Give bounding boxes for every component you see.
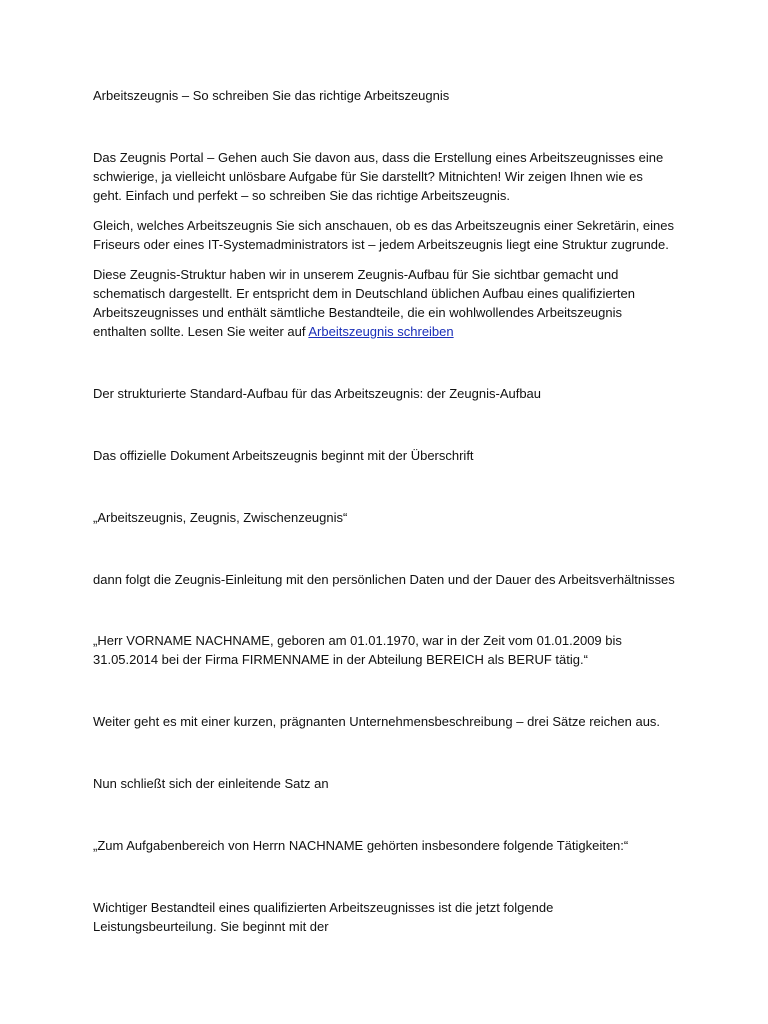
paragraph-last-line-2: Leistungsbeurteilung. Sie beginnt mit der <box>93 919 329 934</box>
quote-person-line-2: 31.05.2014 bei der Firma FIRMENNAME in der Abteilung BEREICH als BERUF tätig.“ <box>93 652 588 667</box>
paragraph-3-line-1: Diese Zeugnis-Struktur haben wir in unserem Zeugnis-Aufbau für Sie sichtbar gemacht und <box>93 267 619 282</box>
paragraph-2-line-2: Friseurs oder eines IT-Systemadministrators ist – jedem Arbeitszeugnis liegt eine Struktur zugrunde. <box>93 237 669 252</box>
paragraph-last-line-1: Wichtiger Bestandteil eines qualifizierten Arbeitszeugnisses ist die jetzt folgende <box>93 900 554 915</box>
paragraph-1-line-2: schwierige, ja vielleicht unlösbare Aufgabe für Sie darstellt? Mitnichten! Wir zeigen Ihnen wie es <box>93 169 643 184</box>
document-title: Arbeitszeugnis – So schreiben Sie das richtige Arbeitszeugnis <box>93 88 450 103</box>
paragraph-company: Weiter geht es mit einer kurzen, prägnanten Unternehmensbeschreibung – drei Sätze reichen aus. <box>93 714 661 729</box>
paragraph-3-line-4-text: enthalten sollte. Lesen Sie weiter auf <box>93 324 309 339</box>
paragraph-3-line-4 <box>93 322 693 341</box>
quote-person-line-1: „Herr VORNAME NACHNAME, geboren am 01.01.1970, war in der Zeit vom 01.01.2009 bis <box>93 633 622 648</box>
arbeitszeugnis-schreiben-link[interactable]: Arbeitszeugnis schreiben <box>308 324 454 339</box>
paragraph-1-line-3: geht. Einfach und perfekt – so schreiben Sie das richtige Arbeitszeugnis. <box>93 188 510 203</box>
paragraph-3-line-3: Arbeitszeugnisses und enthält sämtliche Bestandteile, die ein wohlwollendes Arbeitszeugnis <box>93 305 622 320</box>
quote-heading: „Arbeitszeugnis, Zeugnis, Zwischenzeugnis“ <box>93 510 348 525</box>
paragraph-1-line-1: Das Zeugnis Portal – Gehen auch Sie davon aus, dass die Erstellung eines Arbeitszeugnisses eine <box>93 150 664 165</box>
section-heading-structure: Der strukturierte Standard-Aufbau für das Arbeitszeugnis: der Zeugnis-Aufbau <box>93 386 542 401</box>
paragraph-next: Nun schließt sich der einleitende Satz an <box>93 776 329 791</box>
paragraph-intro: dann folgt die Zeugnis-Einleitung mit den persönlichen Daten und der Dauer des Arbeitsverhältnisses <box>93 572 675 587</box>
paragraph-3-line-2: schematisch dargestellt. Er entspricht dem in Deutschland üblichen Aufbau eines qualifizierten <box>93 286 635 301</box>
paragraph-begin: Das offizielle Dokument Arbeitszeugnis beginnt mit der Überschrift <box>93 448 474 463</box>
paragraph-2-line-1: Gleich, welches Arbeitszeugnis Sie sich anschauen, ob es das Arbeitszeugnis einer Sekretärin, eines <box>93 218 674 233</box>
quote-tasks: „Zum Aufgabenbereich von Herrn NACHNAME gehörten insbesondere folgende Tätigkeiten:“ <box>93 838 629 853</box>
